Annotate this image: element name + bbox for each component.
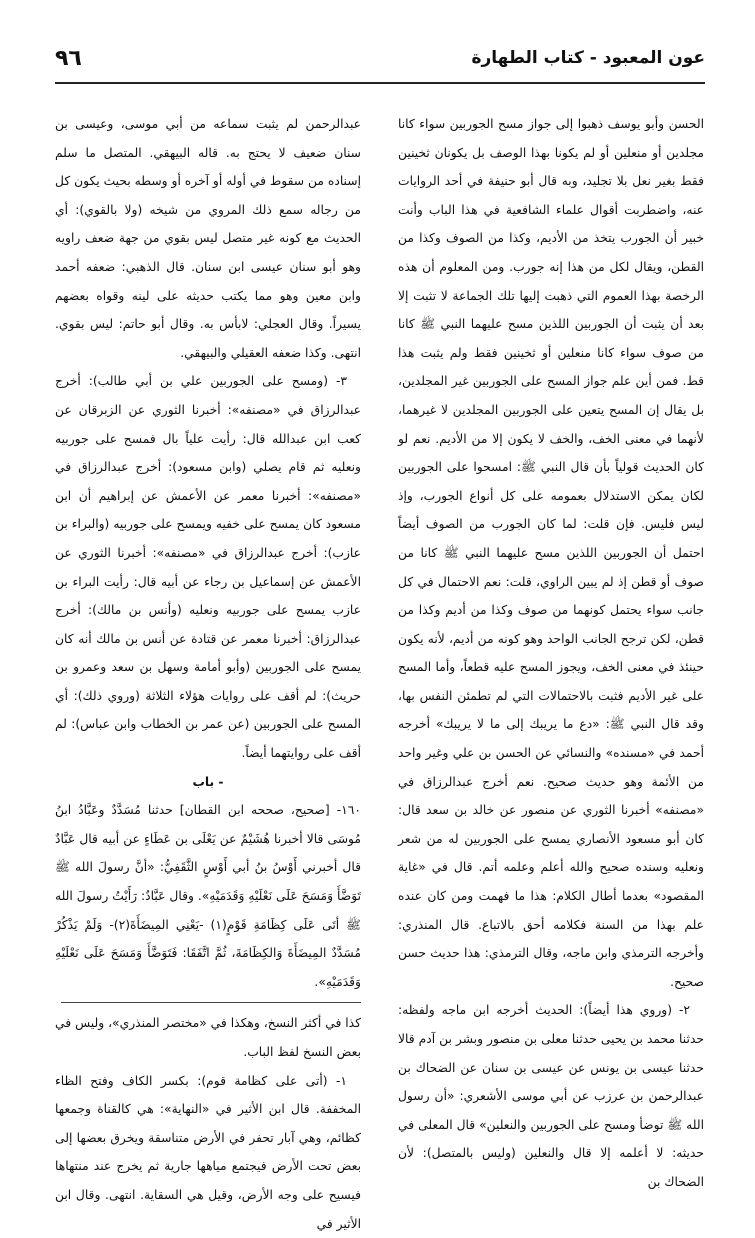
- left-column: [55, 110, 361, 1231]
- page-number: ٩٦: [55, 46, 82, 71]
- commentary-paragraph: عبدالرحمن لم يثبت سماعه من أبي موسى، وعيسى بن سنان ضعيف لا يحتج به. قاله البيهقي. المتصل ما سلم إسناده من سقوط في أوله أو آخره أو وسطه بحيث يكون كل من رجاله سمع ذلك المروي من شيخه (ولا بالقوي): أي الحديث مع كونه غير متصل ليس بقوي من جهة ضعف راويه وهو أبو سنان عيسى ابن سنان. قال الذهبي: ضعفه أحمد وابن معين وهو مما يكتب حديثه على لينه وقواه بعضهم يسيراً. وقال العجلي: لابأس به. وقال أبو حاتم: ليس بقوي. انتهى. وكذا ضعفه العقيلي والبيهقي.: [55, 117, 361, 360]
- footnote-paragraph: ١- (أتى على كظامة قوم): بكسر الكاف وفتح الظاء المخففة. قال ابن الأثير في «النهاية»: هي كالقناة وجمعها كظائم، وهي آبار تحفر في الأرض متناسقة ويخرق بعضها إلى بعض تحت الأرض فيجتمع مياهها جارية ثم يخرج عند منتهاها فيسيح على وجه الأرض، وقيل هي السقاية. انتهى. وقال ابن الأثير في: [55, 1073, 361, 1231]
- commentary-paragraph: ٢- (وروي هذا أيضاً): الحديث أخرجه ابن ماجه ولفظه: حدثنا محمد بن يحيى حدثنا معلى بن منصور وبشر بن آدم قالا حدثنا عيسى بن يونس عن عيسى بن سنان عن الضحاك بن عبدالرحمن بن عرزب عن أبي موسى الأشعري: «أن رسول الله ﷺ توضأ ومسح على الجوربين والنعلين» قال المعلى في حديثه: لا أعلمه إلا قال والنعلين (وليس بالمتصل): لأن الضحاك بن: [398, 1003, 704, 1189]
- running-title: عون المعبود - كتاب الطهارة: [471, 48, 705, 68]
- commentary-paragraph: ٣- (ومسح على الجوربين علي بن أبي طالب): أخرج عبدالرزاق في «مصنفه»: أخبرنا الثوري عن الزبرقان عن كعب ابن عبدالله قال: رأيت علياً بال فمسح على جوربيه ونعليه ثم قام يصلي (وابن مسعود): أخرج عبدالرزاق في «مصنفه»: أخبرنا معمر عن الأعمش عن إبراهيم أن ابن مسعود كان يمسح على خفيه ويمسح على جوربيه (والبراء بن عازب): أخرج عبدالرزاق في «مصنفه»: أخبرنا الثوري عن الأعمش عن إسماعيل بن رجاء عن أبيه قال: رأيت البراء بن عازب يمسح على جوربيه ونعليه (وأنس بن مالك): أخرج عبدالرزاق: أخبرنا معمر عن قتادة عن أنس بن مالك أنه كان يمسح على الجوربين (وأبو أمامة وسهل بن سعد وعمرو بن حريث): لم أقف على روايات هؤلاء الثلاثة (وروي ذلك): أي المسح على الجوربين (عن عمر بن الخطاب وابن عباس): لم أقف على روايتهما أيضاً.: [55, 374, 361, 761]
- chapter-heading: - باب: [192, 774, 224, 789]
- footnote-note: كذا في أكثر النسخ، وهكذا في «مختصر المنذري»، وليس في بعض النسخ لفظ الباب.: [55, 1016, 361, 1059]
- right-column: [398, 110, 704, 1189]
- footnote-divider: [61, 1002, 361, 1003]
- page-header: [55, 42, 705, 84]
- hadith-text: ١٦٠- [صحيح، صححه ابن القطان] حدثنا مُسَدَّدٌ وعَبَّادُ ابنُ مُوسَى قالا أخبرنا هُشَيْمٌ عن يَعْلَى بن عَطَاءٍ عن أبيه قال عَبَّادٌ قال أخبرني أَوْسُ بنُ أبي أَوْسٍ الثَّقَفِيُّ: «أنَّ رسولَ الله ﷺ تَوَضَّأَ وَمَسَحَ عَلَى نَعْلَيْهِ وَقَدَمَيْهِ». وقال عَبَّادٌ: رَأَيْتُ رسولَ الله ﷺ أتَى عَلَى كِظَامَةِ قَوْمٍ(١) -يَعْنِي المِيضَأَةَ(٢)- وَلَمْ يَذْكُرْ مُسَدَّدٌ المِيضَأَةَ وَالكِظَامَةَ، ثُمَّ اتَّفَقَا: فَتَوَضَّأَ وَمَسَحَ عَلَى نَعْلَيْهِ وَقَدَمَيْهِ».: [55, 803, 361, 989]
- commentary-paragraph: الحسن وأبو يوسف ذهبوا إلى جواز مسح الجوربين سواء كانا مجلدين أو منعلين أو لم يكونا بهذا الوصف بل يكونان ثخينين فقط بغير نعل بلا تجليد، وبه قال أبو حنيفة في أحد الروايات عنه، واضطربت أقوال علماء الشافعية في هذا الباب وأنت خبير أن الجورب يتخذ من الأديم، وكذا من الصوف وكذا من القطن، ويقال لكل من هذا إنه جورب. ومن المعلوم أن هذه الرخصة بهذا العموم التي ذهبت إليها تلك الجماعة لا تثبت إلا بعد أن يثبت أن الجوربين اللذين مسح عليهما النبي ﷺ كانا من صوف سواء كانا منعلين أو ثخينين فقط ولم يثبت هذا قط. فمن أين علم جواز المسح على الجوربين غير المجلدين، بل يقال إن المسح يتعين على الجوربين المجلدين لا غيرهما، لأنهما في معنى الخف، والخف لا يكون إلا من الأديم. نعم لو كان الحديث قولياً بأن قال النبي ﷺ: امسحوا على الجوربين لكان يمكن الاستدلال بعمومه على كل أنواع الجورب، وإذ ليس فليس. فإن قلت: لما كان الجورب من الصوف أيضاً احتمل أن الجوربين اللذين مسح عليهما النبي ﷺ كانا من صوف أو قطن إذ لم يبين الراوي، قلت: نعم الاحتمال في كل جانب سواء يحتمل كونهما من صوف وكذا من أديم وكذا من قطن، لكن ترجح الجانب الواحد وهو كونه من أديم، لأنه يكون حينئذ في معنى الخف، ويجوز المسح عليه قطعاً، وأما المسح على غير الأديم فثبت بالاحتمالات التي لم تطمئن النفس بها، وقد قال النبي ﷺ: «دع ما يريبك إلى ما لا يريبك» أخرجه أحمد في «مسنده» والنسائي عن الحسن بن علي وغير واحد من الأئمة وهو حديث صحيح. نعم أخرج عبدالرزاق في «مصنفه» أخبرنا الثوري عن منصور عن خالد بن سعد قال: كان أبو مسعود الأنصاري يمسح على الجوربين له من شعر ونعليه وسنده صحيح والله أعلم وعلمه أتم. قال في «غاية المقصود» بعدما أطال الكلام: هذا ما فهمت ومن كان عنده علم بهذا من السنة فكلامه أحق بالاتباع. قال المنذري: وأخرجه الترمذي وابن ماجه، وقال الترمذي: هذا حديث حسن صحيح.: [398, 117, 704, 989]
